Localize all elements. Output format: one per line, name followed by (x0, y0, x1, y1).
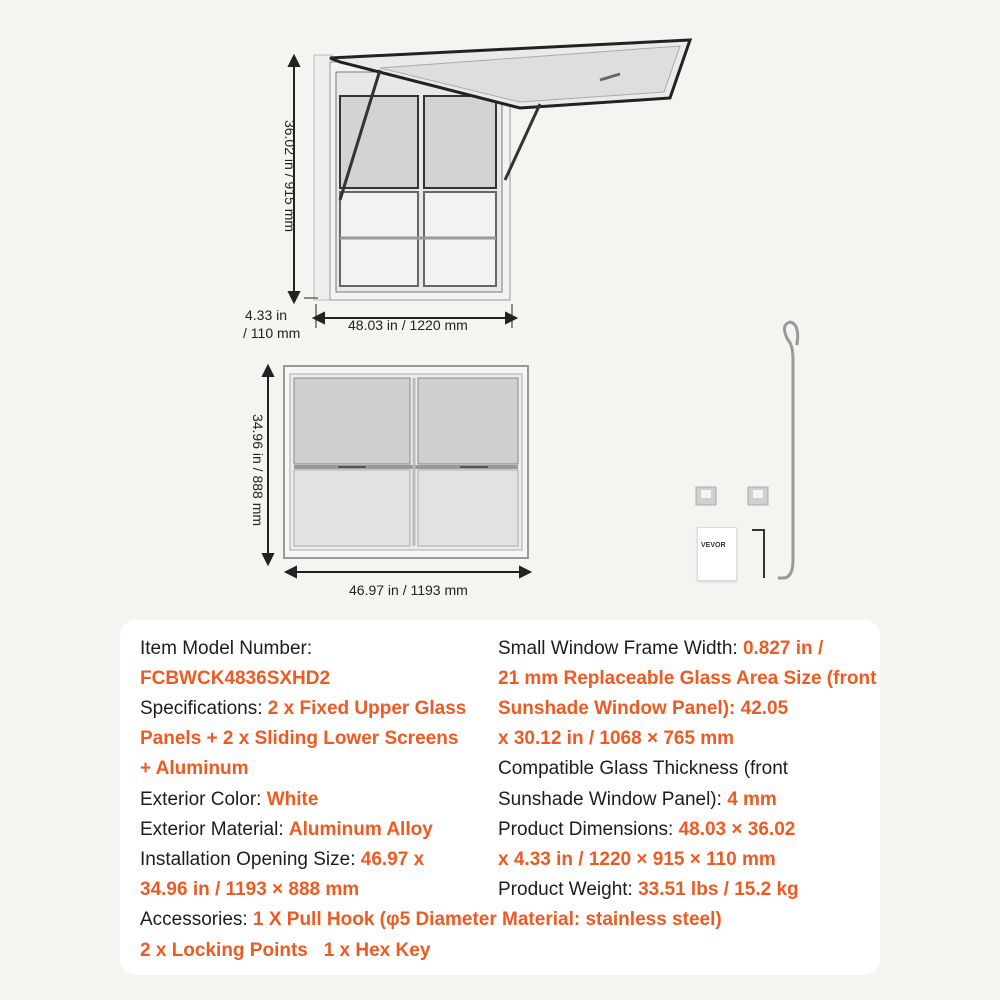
window-open-awning (314, 40, 690, 300)
spec-line: Panels + 2 x Sliding Lower Screens (140, 728, 459, 749)
spec-line: Compatible Glass Thickness (front (498, 758, 789, 779)
spec-line: Exterior Material: Aluminum Alloy (140, 819, 433, 840)
locking-point-1 (696, 487, 716, 505)
spec-line: 2 x Locking Points 1 x Hex Key (140, 940, 431, 961)
dimension-top-depth-line2: / 110 mm (243, 325, 301, 341)
dimension-top-width: 48.03 in / 1220 mm (348, 317, 468, 333)
pull-hook (778, 322, 798, 578)
brand-logo-text: VEVOR (701, 542, 726, 549)
spec-line: Product Dimensions: 48.03 × 36.02 (498, 819, 796, 840)
spec-line: Exterior Color: White (140, 789, 319, 810)
spec-line: FCBWCK4836SXHD2 (140, 668, 331, 689)
spec-line: Item Model Number: (140, 638, 313, 659)
spec-line: x 4.33 in / 1220 × 915 × 110 mm (498, 849, 776, 870)
spec-line: x 30.12 in / 1068 × 765 mm (498, 728, 735, 749)
hex-key (752, 530, 764, 578)
dimension-bottom-width: 46.97 in / 1193 mm (349, 582, 468, 598)
dimension-bottom-height: 34.96 in / 888 mm (250, 413, 266, 527)
dimension-top-height: 36.02 in / 915 mm (282, 119, 298, 233)
spec-line: Sunshade Window Panel): 4 mm (498, 789, 777, 810)
spec-line: Sunshade Window Panel): 42.05 (498, 698, 789, 719)
locking-point-2 (748, 487, 768, 505)
instruction-card (697, 527, 737, 581)
spec-line: Accessories: 1 X Pull Hook (φ5 Diameter Material: stainless steel) (140, 909, 722, 930)
spec-line: Specifications: 2 x Fixed Upper Glass (140, 698, 467, 719)
spec-line: Product Weight: 33.51 lbs / 15.2 kg (498, 879, 799, 900)
dimension-top-depth-line1: 4.33 in (245, 307, 288, 323)
spec-line: Small Window Frame Width: 0.827 in / (498, 638, 824, 659)
spec-line: Installation Opening Size: 46.97 x (140, 849, 425, 870)
spec-line: 34.96 in / 1193 × 888 mm (140, 879, 360, 900)
window-sliding (284, 366, 528, 558)
spec-line: 21 mm Replaceable Glass Area Size (front (498, 668, 877, 689)
spec-line: + Aluminum (140, 758, 249, 779)
